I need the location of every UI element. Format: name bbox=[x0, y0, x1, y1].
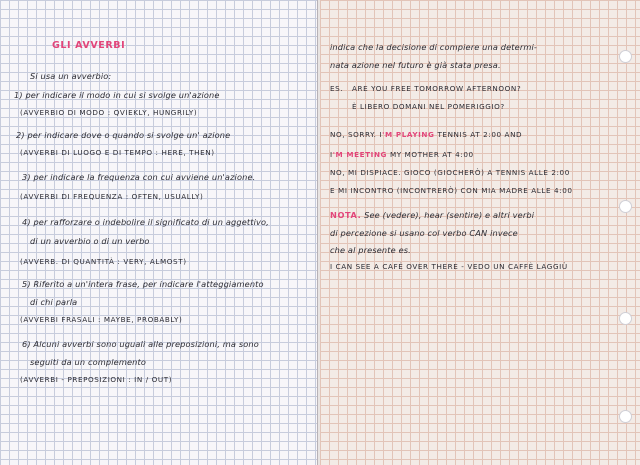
rule-3-text: 3) per indicare la frequenza con cui avviene un'azione. bbox=[22, 172, 256, 182]
rule-4-text-cont: di un avverbio o di un verbo bbox=[30, 236, 150, 246]
right-page bbox=[320, 0, 640, 465]
nota-line-3: che al presente es. bbox=[330, 245, 411, 255]
example-italian: È LIBERO DOMANI NEL POMERIGGIO? bbox=[352, 102, 505, 111]
rule-3-example: (AVVERBI DI FREQUENZA : OFTEN, USUALLY) bbox=[20, 192, 204, 201]
rule-1-example: (AVVERBIO DI MODO : QVIEKLY, HUNGRILY) bbox=[20, 108, 198, 117]
rule-6-example: (AVVERBI - PREPOSIZIONI : IN / OUT) bbox=[20, 375, 173, 384]
rule-2-text: 2) per indicare dove o quando si svolge un' azione bbox=[16, 130, 231, 140]
page-title: GLI AVVERBI bbox=[52, 40, 126, 51]
nota-text-1: See (vedere), hear (sentire) e altri verbi bbox=[364, 210, 535, 220]
answer-1-end: TENNIS AT 2:00 AND bbox=[437, 130, 523, 139]
rule-2-example: (AVVERBI DI LUOGO E DI TEMPO : HERE, THEN) bbox=[20, 148, 215, 157]
italian-answer-2: E MI INCONTRO (INCONTRERÒ) CON MIA MADRE ALLE 4:00 bbox=[330, 186, 573, 195]
intro-text: Si usa un avverbio: bbox=[30, 71, 112, 81]
rule-5-text-cont: di chi parla bbox=[30, 297, 78, 307]
answer-2-highlight: 'M MEETING bbox=[332, 150, 388, 159]
rule-4-text: 4) per rafforzare o indebolire il significato di un aggettivo, bbox=[22, 217, 269, 227]
nota-line-4: I CAN SEE A CAFÉ OVER THERE - VEDO UN CAFFÈ LAGGIÙ bbox=[330, 262, 568, 271]
example-label: ES. bbox=[330, 84, 344, 93]
right-line-1: indica che la decisione di compiere una determi- bbox=[330, 42, 537, 52]
answer-1-start: NO, SORRY. I bbox=[330, 130, 383, 139]
binder-hole bbox=[619, 200, 632, 213]
nota-line-2: di percezione si usano col verbo CAN invece bbox=[330, 228, 518, 238]
nota-line-1 bbox=[330, 210, 534, 220]
italian-answer-1: NO, MI DISPIACE. GIOCO (GIOCHERÒ) A TENNIS ALLE 2:00 bbox=[330, 168, 570, 177]
rule-6-text-cont: seguiti da un complemento bbox=[30, 357, 147, 367]
answer-1-highlight: 'M PLAYING bbox=[382, 130, 435, 139]
example-english: ARE YOU FREE TOMORROW AFTERNOON? bbox=[352, 84, 522, 93]
answer-2-start: I bbox=[330, 150, 333, 159]
rule-6-text: 6) Alcuni avverbi sono uguali alle preposizioni, ma sono bbox=[22, 339, 259, 349]
rule-5-text: 5) Riferito a un'intera frase, per indicare l'atteggiamento bbox=[22, 279, 264, 289]
binder-hole bbox=[619, 312, 632, 325]
answer-line-2 bbox=[330, 150, 474, 159]
answer-line-1 bbox=[330, 130, 522, 139]
binder-hole bbox=[619, 50, 632, 63]
binder-hole bbox=[619, 410, 632, 423]
nota-label: NOTA. bbox=[330, 210, 362, 220]
rule-1-text: 1) per indicare il modo in cui si svolge un'azione bbox=[14, 90, 220, 100]
right-line-2: nata azione nel futuro è già stata presa. bbox=[330, 60, 501, 70]
answer-2-end: MY MOTHER AT 4:00 bbox=[389, 150, 474, 159]
rule-4-example: (AVVERB. DI QUANTITÀ : VERY, ALMOST) bbox=[20, 257, 187, 266]
rule-5-example: (AVVERBI FRASALI : MAYBE, PROBABLY) bbox=[20, 315, 183, 324]
left-page bbox=[0, 0, 318, 465]
